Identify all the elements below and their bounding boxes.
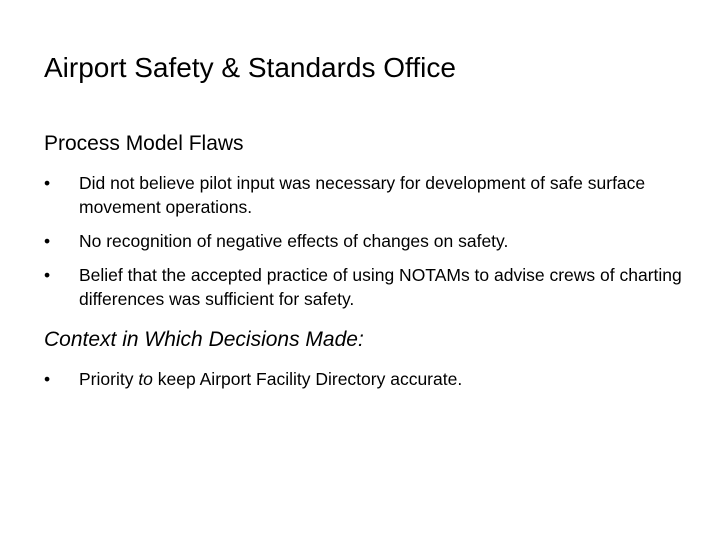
process-model-flaws-heading: Process Model Flaws (44, 132, 244, 155)
bullet-icon: • (44, 265, 51, 285)
list-item (44, 171, 684, 219)
context-list (44, 367, 684, 391)
list-item (44, 263, 684, 311)
list-item-text-suffix: keep Airport Facility Directory accurate. (152, 369, 463, 389)
list-item-text-prefix: Priority (79, 369, 139, 389)
list-item-text: No recognition of negative effects of changes on safety. (79, 231, 509, 251)
list-item-text: Did not believe pilot input was necessary for development of safe surface movement operations. (79, 173, 646, 217)
list-item-emphasis: to (138, 369, 153, 389)
context-heading: Context in Which Decisions Made: (44, 328, 364, 351)
bullet-icon: • (44, 369, 51, 389)
bullet-icon: • (44, 231, 51, 251)
list-item (44, 367, 684, 391)
list-item-text: Belief that the accepted practice of using NOTAMs to advise crews of charting differences was sufficient for safety. (79, 265, 682, 309)
list-item (44, 229, 684, 253)
slide-title: Airport Safety & Standards Office (44, 52, 456, 83)
process-model-flaws-list (44, 171, 684, 311)
bullet-icon: • (44, 173, 51, 193)
